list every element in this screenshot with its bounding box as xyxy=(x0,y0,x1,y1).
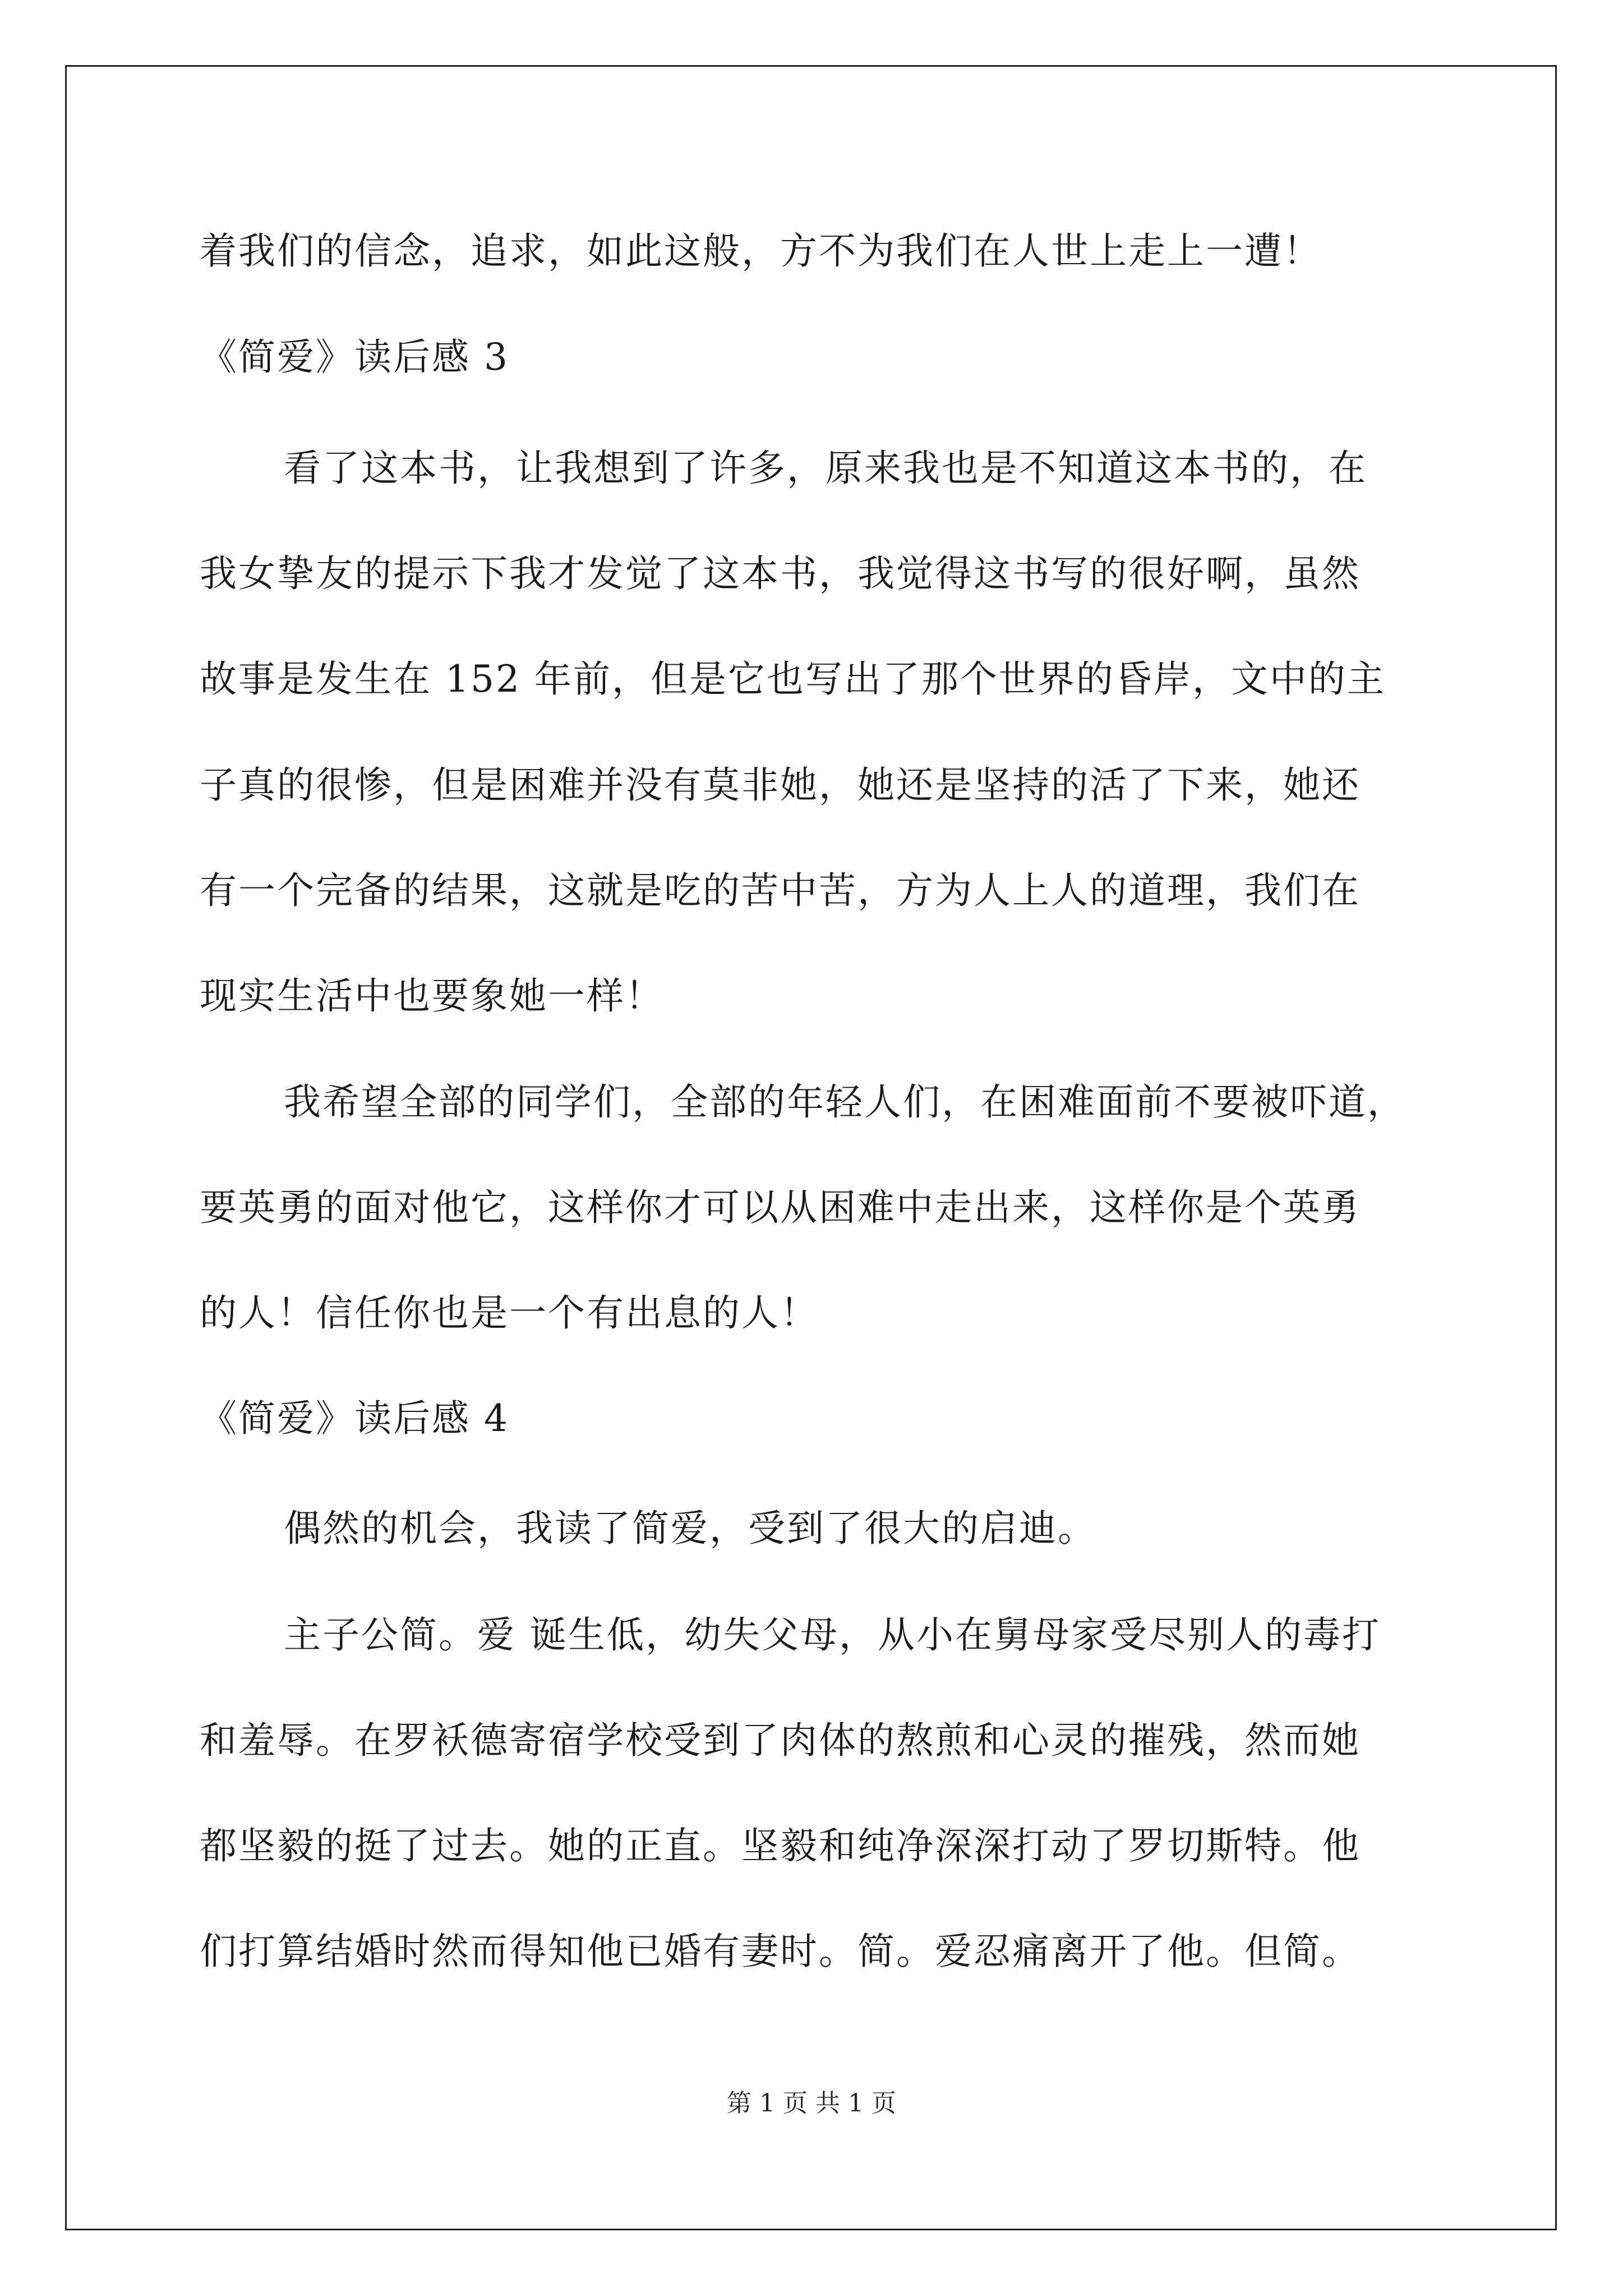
paragraph-line: 偶然的机会，我读了简爱，受到了很大的启迪。 xyxy=(284,1507,1096,1550)
paragraph-line: 都坚毅的挺了过去。她的正直。坚毅和纯净深深打动了罗切斯特。他 xyxy=(200,1824,1361,1867)
paragraph-line: 我希望全部的同学们，全部的年轻人们，在困难面前不要被吓道， xyxy=(284,1080,1406,1124)
section-heading: 《简爱》读后感 3 xyxy=(200,335,509,379)
paragraph-line: 子真的很惨，但是困难并没有莫非她，她还是坚持的活了下来，她还 xyxy=(200,763,1361,807)
paragraph-line: 的人！信任你也是一个有出息的人！ xyxy=(200,1291,819,1335)
page-frame xyxy=(65,65,1557,2230)
paragraph-line: 有一个完备的结果，这就是吃的苦中苦，方为人上人的道理，我们在 xyxy=(200,869,1361,912)
paragraph-line: 主子公简。爱 诞生低，幼失父母，从小在舅母家受尽别人的毒打 xyxy=(284,1613,1381,1657)
paragraph-line: 我女挚友的提示下我才发觉了这本书，我觉得这书写的很好啊，虽然 xyxy=(200,552,1361,595)
paragraph-line: 和羞辱。在罗袄德寄宿学校受到了肉体的熬煎和心灵的摧残，然而她 xyxy=(200,1719,1361,1762)
paragraph-line: 要英勇的面对他它，这样你才可以从困难中走出来，这样你是个英勇 xyxy=(200,1186,1361,1229)
paragraph-line: 现实生活中也要象她一样！ xyxy=(200,974,664,1018)
paragraph-line: 看了这本书，让我想到了许多，原来我也是不知道这本书的，在 xyxy=(284,447,1367,490)
paragraph-line: 故事是发生在 152 年前，但是它也写出了那个世界的昏岸，文中的主 xyxy=(200,657,1386,701)
paragraph-line: 们打算结婚时然而得知他已婚有妻时。简。爱忍痛离开了他。但简。 xyxy=(200,1930,1361,1973)
paragraph-line: 着我们的信念，追求，如此这般，方不为我们在人世上走上一遭！ xyxy=(200,229,1322,273)
page-footer: 第 1 页 共 1 页 xyxy=(727,2089,896,2118)
section-heading: 《简爱》读后感 4 xyxy=(200,1397,509,1440)
